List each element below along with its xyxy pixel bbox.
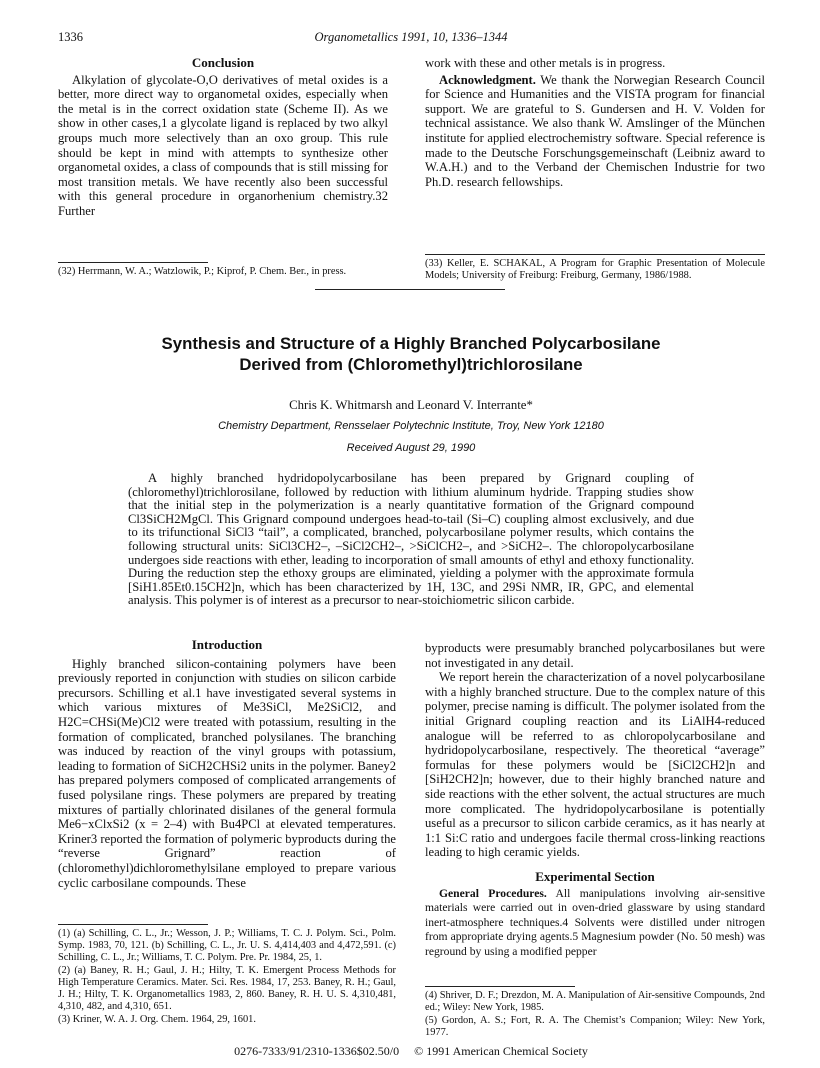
conclusion-section <box>58 56 388 219</box>
footnote-rule-right-bottom <box>425 986 575 987</box>
affiliation: Chemistry Department, Rensselaer Polytechnic Institute, Troy, New York 12180 <box>218 420 604 432</box>
general-procedures-paragraph <box>425 887 765 960</box>
journal-citation: Organometallics 1991, 10, 1336–1344 <box>314 30 508 44</box>
title-line-1: Synthesis and Structure of a Highly Branched Polycarbosilane <box>161 334 661 353</box>
acknowledgment-text: We thank the Norwegian Research Council for Science and Humanities and the VISTA program for financial support. We are grateful to S. Gundersen and H. V. Volden for technical assistance. We also thank W. Amslinger of the München institute for applied electrochemistry software. Special reference is made to the Deutsche Forschungsgemeinschaft (Leibniz award to W.A.H.) and to the Verband der Chemischen Industrie for two Ph.D. research fellowships. <box>425 72 765 189</box>
article-code: 0276-7333/91/2310-1336$02.50/0 <box>234 1044 400 1058</box>
introduction-section <box>58 638 396 890</box>
footnotes-left <box>58 928 396 1027</box>
introduction-paragraph: Highly branched silicon-containing polymers have been previously reported in conjunction with studies on silicon carbide precursors. Schilling et al.1 have investigated several systems in which various mixtures of Me3SiCl, Me2SiCl2, and H2C=CHSi(Me)Cl2 were treated with potassium, resulting in the formation of complicated, branched polysilanes. The branching was induced by reaction of the vinyl groups with potassium, leading to formation of SiCH2CHSi2 units in the polymer. Baney2 has prepared polymers composed of complicated arrangements of fused polysilane rings. These polymers are prepared by treating mixtures of partially chlorinated disilanes of the general formula Me6−xClxSi2 (x = 2–4) with Bu4PCl at elevated temperatures. Kriner3 reported the formation of polymeric byproducts during the “reverse Grignard” reaction of (chloromethyl)dichloromethylsilane employed to prepare various cyclic carbosilane compounds. These <box>58 656 396 890</box>
copyright-line <box>58 1044 764 1059</box>
footnote-3: (3) Kriner, W. A. J. Org. Chem. 1964, 29, 1601. <box>58 1014 256 1025</box>
conclusion-continuation: work with these and other metals is in progress. <box>425 56 666 70</box>
page-number: 1336 <box>58 30 83 44</box>
footnote-1: (1) (a) Schilling, C. L., Jr.; Wesson, J. P.; Williams, T. C. J. Polym. Sci., Polm. Symp. 1983, 70, 121. (b) Schilling, C. L., Jr. U. S. 4,414,403 and 4,472,591. (c) Schilling, C. L., Jr.; Williams, T. C. Polym. Pre. Pr. 1984, 25, 1. <box>58 928 396 963</box>
footnote-2: (2) (a) Baney, R. H.; Gaul, J. H.; Hilty, T. K. Emergent Process Methods for High Temperature Ceramics. Mater. Sci. Res. 1984, 17, 253. Baney, R. H.; Gaul, J. H.; Hilty, T. K. Organometallics 1983, 2, 860. Baney, R. H. U. S. 4,310,481, 4,310, 482, and 4,310, 651. <box>58 965 396 1012</box>
conclusion-heading: Conclusion <box>191 55 255 70</box>
introduction-heading: Introduction <box>191 637 263 652</box>
abstract <box>128 472 694 608</box>
title-line-2: Derived from (Chloromethyl)trichlorosilane <box>239 355 583 374</box>
footnote-rule-left-top <box>58 262 208 263</box>
right-column <box>425 641 765 959</box>
running-head <box>58 30 764 48</box>
general-procedures-text: All manipulations involving air-sensitive materials were carried out in oven-dried glassware by using standard inert-atmosphere techniques.4 Solvents were distilled under nitrogen from appropriate drying agents.5 Magnesium powder (No. 50 mesh) was reground by using a modified pepper <box>425 886 765 958</box>
footnote-4: (4) Shriver, D. F.; Drezdon, M. A. Manipulation of Air-sensitive Compounds, 2nd ed.; Wiley: New York, 1985. <box>425 990 765 1013</box>
authors: Chris K. Whitmarsh and Leonard V. Interrante* <box>289 398 533 412</box>
acknowledgment-section <box>425 56 765 189</box>
footnote-rule-right-top <box>425 254 765 255</box>
footnote-5: (5) Gordon, A. S.; Fort, R. A. The Chemist’s Companion; Wiley: New York, 1977. <box>425 1015 765 1038</box>
intro-continuation: byproducts were presumably branched polycarbosilanes but were not investigated in any detail. <box>425 641 765 670</box>
article-separator <box>315 289 505 290</box>
footnote-33: (33) Keller, E. SCHAKAL, A Program for Graphic Presentation of Molecule Models; University of Freiburg: Freiburg, Germany, 1986/1988. <box>425 258 765 281</box>
abstract-text: A highly branched hydridopolycarbosilane has been prepared by Grignard coupling of (chloromethyl)trichlorosilane, followed by reduction with lithium aluminum hydride. Trapping studies show that the initial step in the polymerization is a nearly quantitative formation of the Grignard compound Cl3SiCH2MgCl. This Grignard compound undergoes head-to-tail (Si–C) coupling almost exclusively, and due to its trifunctional SiCl3 “tail”, a complicated, branched, polycarbosilane polymer results, which contains the following structural units: SiCl3CH2–, –SiCl2CH2–, >SiClCH2–, and >SiCH2–. The chloropolycarbosilane undergoes side reactions with ether, leading to incorporation of small amounts of ethyl and ethoxy functionality. During the reduction step the ethoxy groups are eliminated, yielding a polymer with the approximate formula [SiH1.85Et0.15CH2]n, which has been characterized by 1H, 13C, and 29Si NMR, IR, GPC, and elemental analysis. This polymer is of interest as a precursor to near-stoichiometric silicon carbide. <box>128 471 694 608</box>
acknowledgment-paragraph <box>425 73 765 190</box>
conclusion-paragraph: Alkylation of glycolate-O,O derivatives of metal oxides is a better, more direct way to organometal oxides, especially when the metal is in the correct oxidation state (Scheme II). As we show in other cases,1 a glycolate ligand is replaced by two alkyl groups much more selectively than an oxo group. This rule should be kept in mind with attempts to synthesize other organometal oxides, a class of compounds that is still missing for most transition metals. We have recently also been successful with this general procedure in organorhenium chemistry.32 Further <box>58 72 388 218</box>
copyright: © 1991 American Chemical Society <box>414 1044 588 1058</box>
acknowledgment-label: Acknowledgment. <box>439 72 536 87</box>
footnote-32: (32) Herrmann, W. A.; Watzlowik, P.; Kiprof, P. Chem. Ber., in press. <box>58 266 347 277</box>
footnote-rule-left-bottom <box>58 924 208 925</box>
article-title <box>58 333 764 375</box>
footnotes-right <box>425 990 765 1040</box>
general-procedures-label: General Procedures. <box>439 886 547 900</box>
intro-paragraph-2: We report herein the characterization of a novel polycarbosilane with a highly branched structure. Due to the complex nature of this polymer, precise naming is difficult. The polymer isolated from the initial Grignard coupling reaction and its LiAlH4-reduced analogue will be referred to as chloropolycarbosilane and hydridopolycarbosilane, respectively. The theoretical “average” formulas for these polymers would be [SiCl2CH2]n and [SiH2CH2]n; however, due to their highly branched nature and side reactions with the ether solvent, the actual structures are much more complicated. The hydridopolycarbosilane is potentially useful as a precursor to silicon carbide ceramics, as it has nearly at 1:1 Si:C ratio and undergoes facile thermal cross-linking reactions leading to high ceramic yields. <box>425 670 765 860</box>
received-date: Received August 29, 1990 <box>346 442 476 454</box>
experimental-heading: Experimental Section <box>535 868 655 884</box>
